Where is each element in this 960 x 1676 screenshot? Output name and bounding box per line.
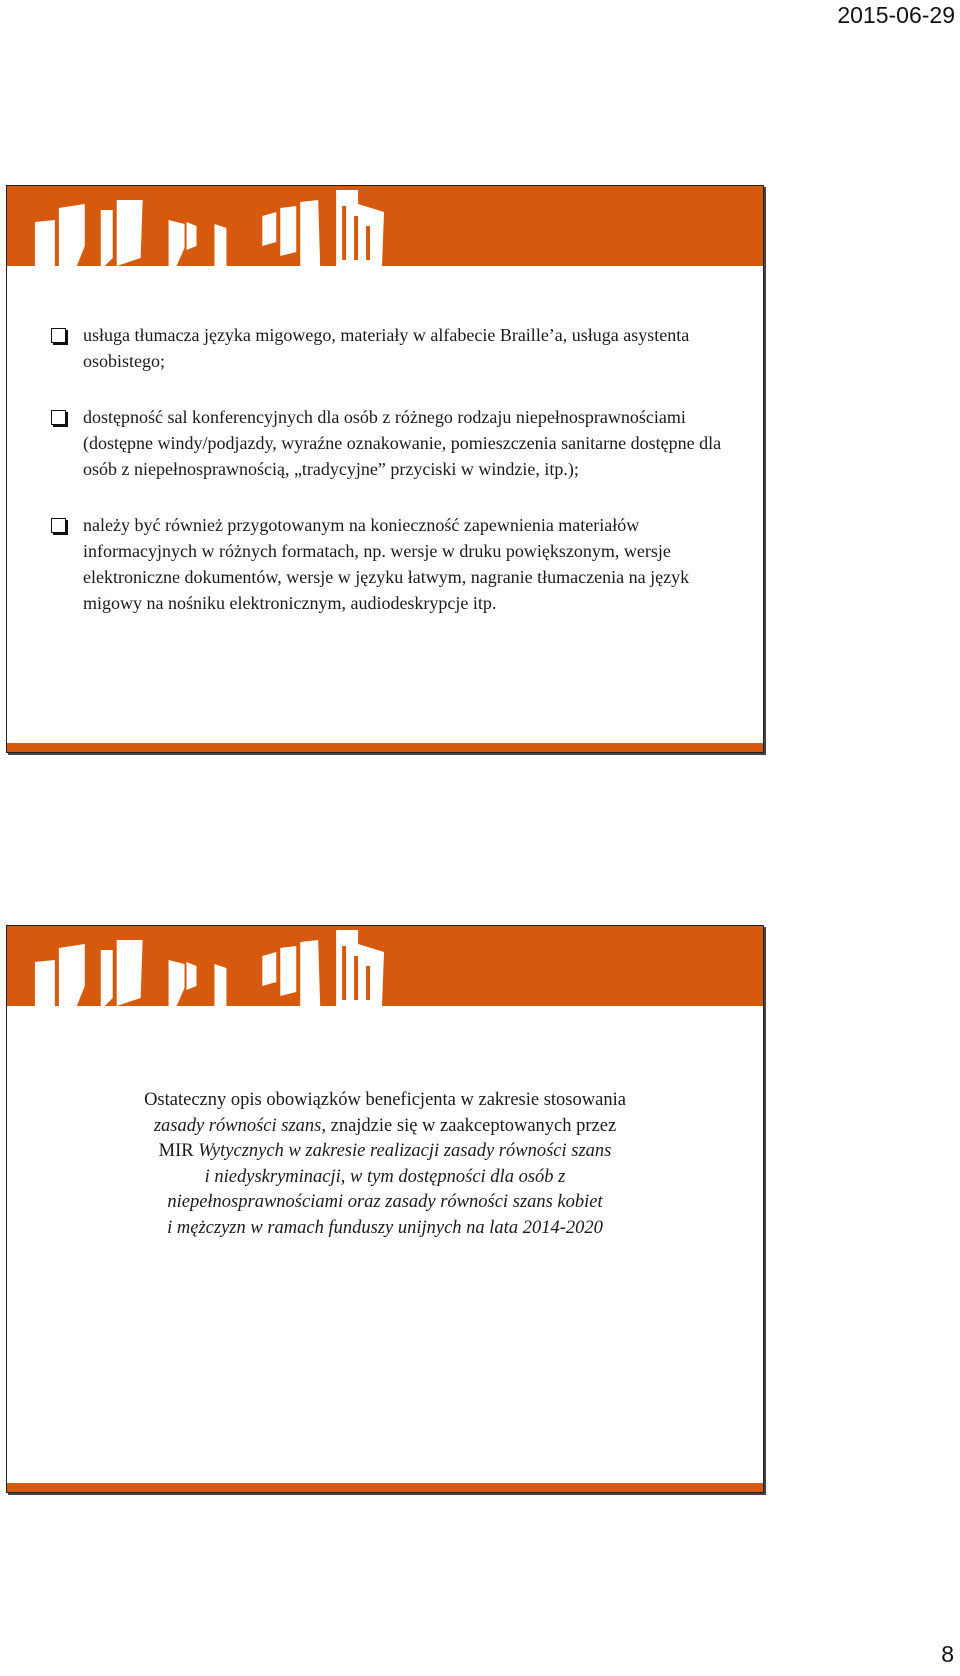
banner-graphic xyxy=(7,186,763,266)
list-item xyxy=(51,512,741,616)
document-date: 2015-06-29 xyxy=(837,2,955,28)
text-line: Ostateczny opis obowiązków beneficjenta w zakresie stosowania xyxy=(144,1090,626,1110)
text-fragment: znajdzie się w zaakceptowanych przez xyxy=(326,1115,617,1136)
text-line xyxy=(7,1165,763,1191)
text-line xyxy=(7,1216,763,1242)
italic-phrase: zasady równości szans, xyxy=(153,1115,326,1136)
italic-phrase: i mężczyzn w ramach funduszy unijnych na lata 2014-2020 xyxy=(167,1217,603,1238)
list-item xyxy=(51,322,741,374)
text-line xyxy=(7,1114,763,1140)
slide-bottom-bar xyxy=(7,1483,763,1492)
slide-2 xyxy=(6,925,764,1493)
italic-phrase: Wytycznych w zakresie realizacji zasady równości szans xyxy=(198,1141,612,1161)
text-fragment: MIR xyxy=(158,1141,199,1161)
bullet-text: dostępność sal konferencyjnych dla osób z różnego rodzaju niepełnosprawnościami (dostępne windy/podjazdy, wyraźne oznakowanie, pomieszczenia sanitarne dostępne dla osób z niepełnosprawnością, „tradycyjne” przyciski w windzie, itp.); xyxy=(83,407,722,479)
checkbox-bullet-icon xyxy=(51,328,66,343)
bullet-text: należy być również przygotowanym na konieczność zapewnienia materiałów informacyjnych w różnych formatach, np. wersje w druku powiększonym, wersje elektroniczne dokumentów, wersje w języku łatwym, nagranie tłumaczenia na język migowy na nośniku elektronicznym, audiodeskrypcje itp. xyxy=(83,515,690,613)
text-line xyxy=(7,1190,763,1216)
summary-paragraph xyxy=(7,1088,763,1241)
slide-1 xyxy=(6,185,764,753)
text-line xyxy=(7,1139,763,1165)
italic-phrase: i niedyskryminacji, w tym dostępności dla osób z xyxy=(204,1166,566,1187)
bullet-list xyxy=(51,322,741,646)
checkbox-bullet-icon xyxy=(51,518,66,533)
page-number: 8 xyxy=(941,1641,954,1667)
list-item xyxy=(51,404,741,482)
slide-bottom-bar xyxy=(7,743,763,752)
banner-graphic xyxy=(7,926,763,1006)
italic-phrase: niepełnosprawnościami oraz zasady równości szans kobiet xyxy=(167,1192,603,1212)
bullet-text: usługa tłumacza języka migowego, materiały w alfabecie Braille’a, usługa asystenta osobistego; xyxy=(83,325,690,371)
checkbox-bullet-icon xyxy=(51,410,66,425)
